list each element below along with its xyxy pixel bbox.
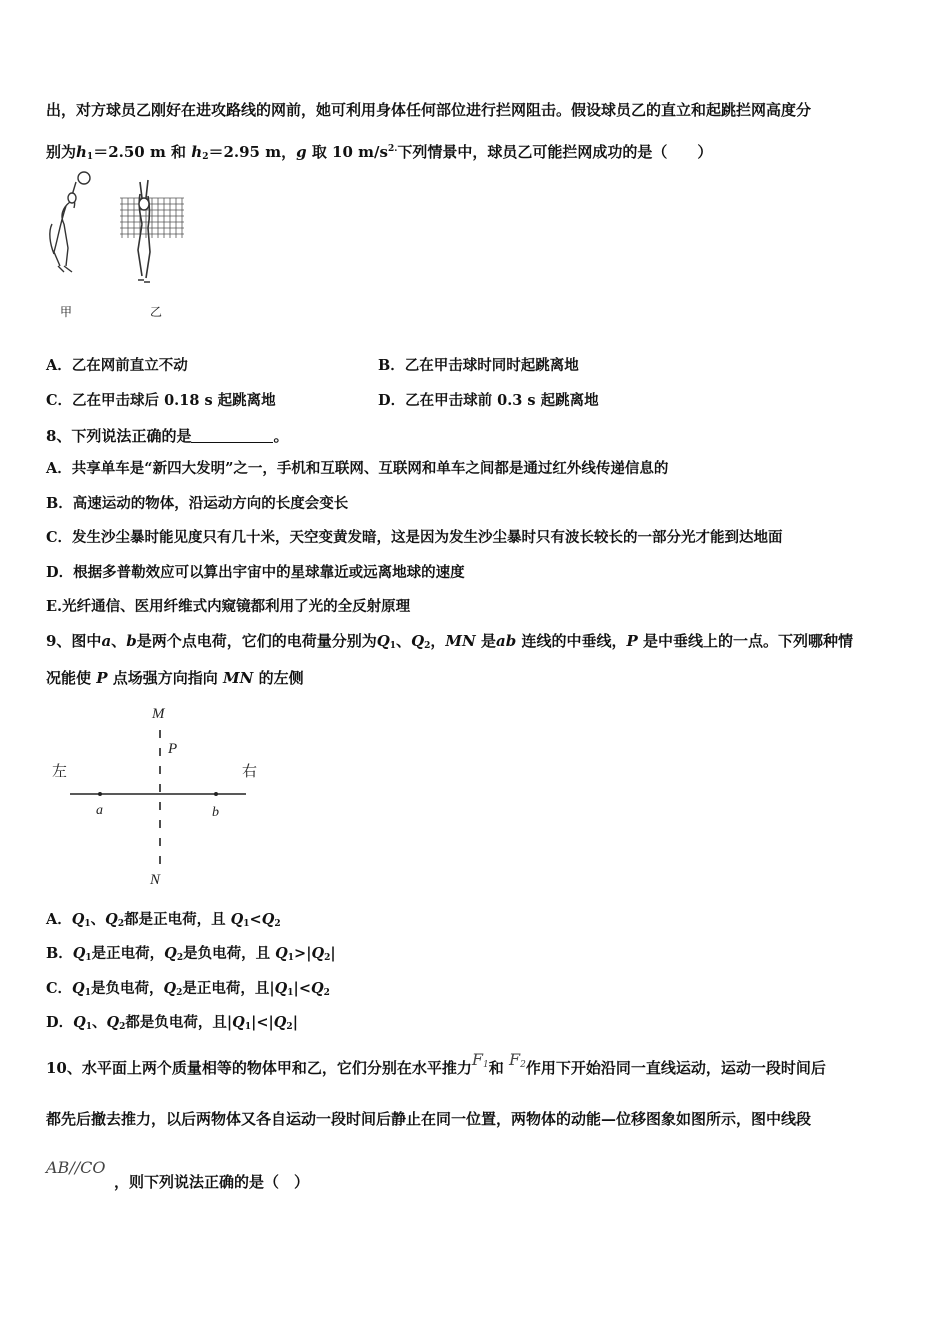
charge-b — [214, 792, 218, 796]
q9-stem-line2: 况能使 P 点场强方向指向 MN 的左侧 — [46, 669, 304, 687]
q9-stem-line1: 9、图中a、b是两个点电荷，它们的电荷量分别为$Q_1$、$Q_2$，MN 是ab 连线的中垂线，P 是中垂线上的一点。下列哪种情 — [46, 632, 853, 651]
q9-option-a: A．$Q_1$、$Q_2$都是正电荷，且 $Q_1<Q_2$ — [46, 911, 281, 929]
answer-blank — [191, 428, 273, 443]
q7-stem-line1: 出，对方球员乙刚好在进攻路线的网前，她可利用身体任何部位进行拦网阻击。假设球员乙的直立和起跳拦网高度分 — [46, 101, 812, 119]
q10-stem-line1: 10、水平面上两个质量相等的物体甲和乙，它们分别在水平推力$F_1$和 $F_2$作用下开始沿同一直线运动，运动一段时间后 — [46, 1050, 826, 1077]
label-n: N — [150, 872, 161, 888]
label-left: 左 — [52, 764, 68, 780]
label-p: P — [168, 741, 178, 757]
label-a: a — [96, 803, 103, 818]
f1-symbol: $F_1$ — [471, 1050, 489, 1070]
q9-option-b: B．$Q_1$是正电荷，$Q_2$是负电荷，且 $Q_1>|Q_2|$ — [46, 945, 336, 963]
q9-option-c: C．$Q_1$是负电荷，$Q_2$是正电荷，且$|Q_1|<Q_2$ — [46, 980, 330, 998]
q8-stem: 8、下列说法正确的是 。 — [46, 427, 289, 445]
volleyball-figure — [40, 168, 200, 328]
charge-a — [98, 792, 102, 796]
q7-option-c: C．乙在甲击球后 0.18 s 起跳离地 — [46, 392, 276, 409]
q8-option-c: C．发生沙尘暴时能见度只有几十米，天空变黄发暗，这是因为发生沙尘暴时只有波长较长的一部分光才能到达地面 — [46, 529, 783, 546]
q10-stem-line2: 都先后撤去推力，以后两物体又各自运动一段时间后静止在同一位置，两物体的动能—位移图象如图所示，图中线段 — [46, 1110, 812, 1128]
fig-label-jia: 甲 — [60, 305, 73, 319]
charge-diagram — [46, 698, 266, 890]
q7-stem-line2: 别为$h_1=2.50$ m 和 $h_2=2.95$ m，g 取 10 $m/s^{2.}$下列情景中，球员乙可能拦网成功的是（ ） — [46, 143, 713, 162]
label-right: 右 — [242, 764, 258, 780]
q7-option-b: B．乙在甲击球时同时起跳离地 — [378, 357, 579, 374]
q8-option-b: B．高速运动的物体，沿运动方向的长度会变长 — [46, 495, 349, 512]
label-b: b — [212, 805, 219, 820]
fig-label-yi: 乙 — [150, 305, 163, 319]
q8-option-a: A．共享单车是“新四大发明”之一，手机和互联网、互联网和单车之间都是通过红外线传递信息的 — [46, 460, 669, 477]
q7-option-a: A．乙在网前直立不动 — [46, 357, 188, 374]
q8-option-d: D．根据多普勒效应可以算出宇宙中的星球靠近或远离地球的速度 — [46, 564, 465, 581]
q10-math: AB//CO — [46, 1158, 106, 1177]
q8-option-e: E.光纤通信、医用纤维式内窥镜都利用了光的全反射原理 — [46, 598, 411, 615]
f2-symbol: $F_2$ — [508, 1050, 526, 1070]
q9-option-d: D．$Q_1$、$Q_2$都是负电荷，且$|Q_1|<|Q_2|$ — [46, 1014, 298, 1032]
label-m: M — [152, 706, 165, 722]
q7-option-d: D．乙在甲击球前 0.3 s 起跳离地 — [378, 392, 599, 409]
q10-stem-line3: ，则下列说法正确的是（ ） — [114, 1173, 310, 1191]
ball-icon — [78, 172, 90, 184]
